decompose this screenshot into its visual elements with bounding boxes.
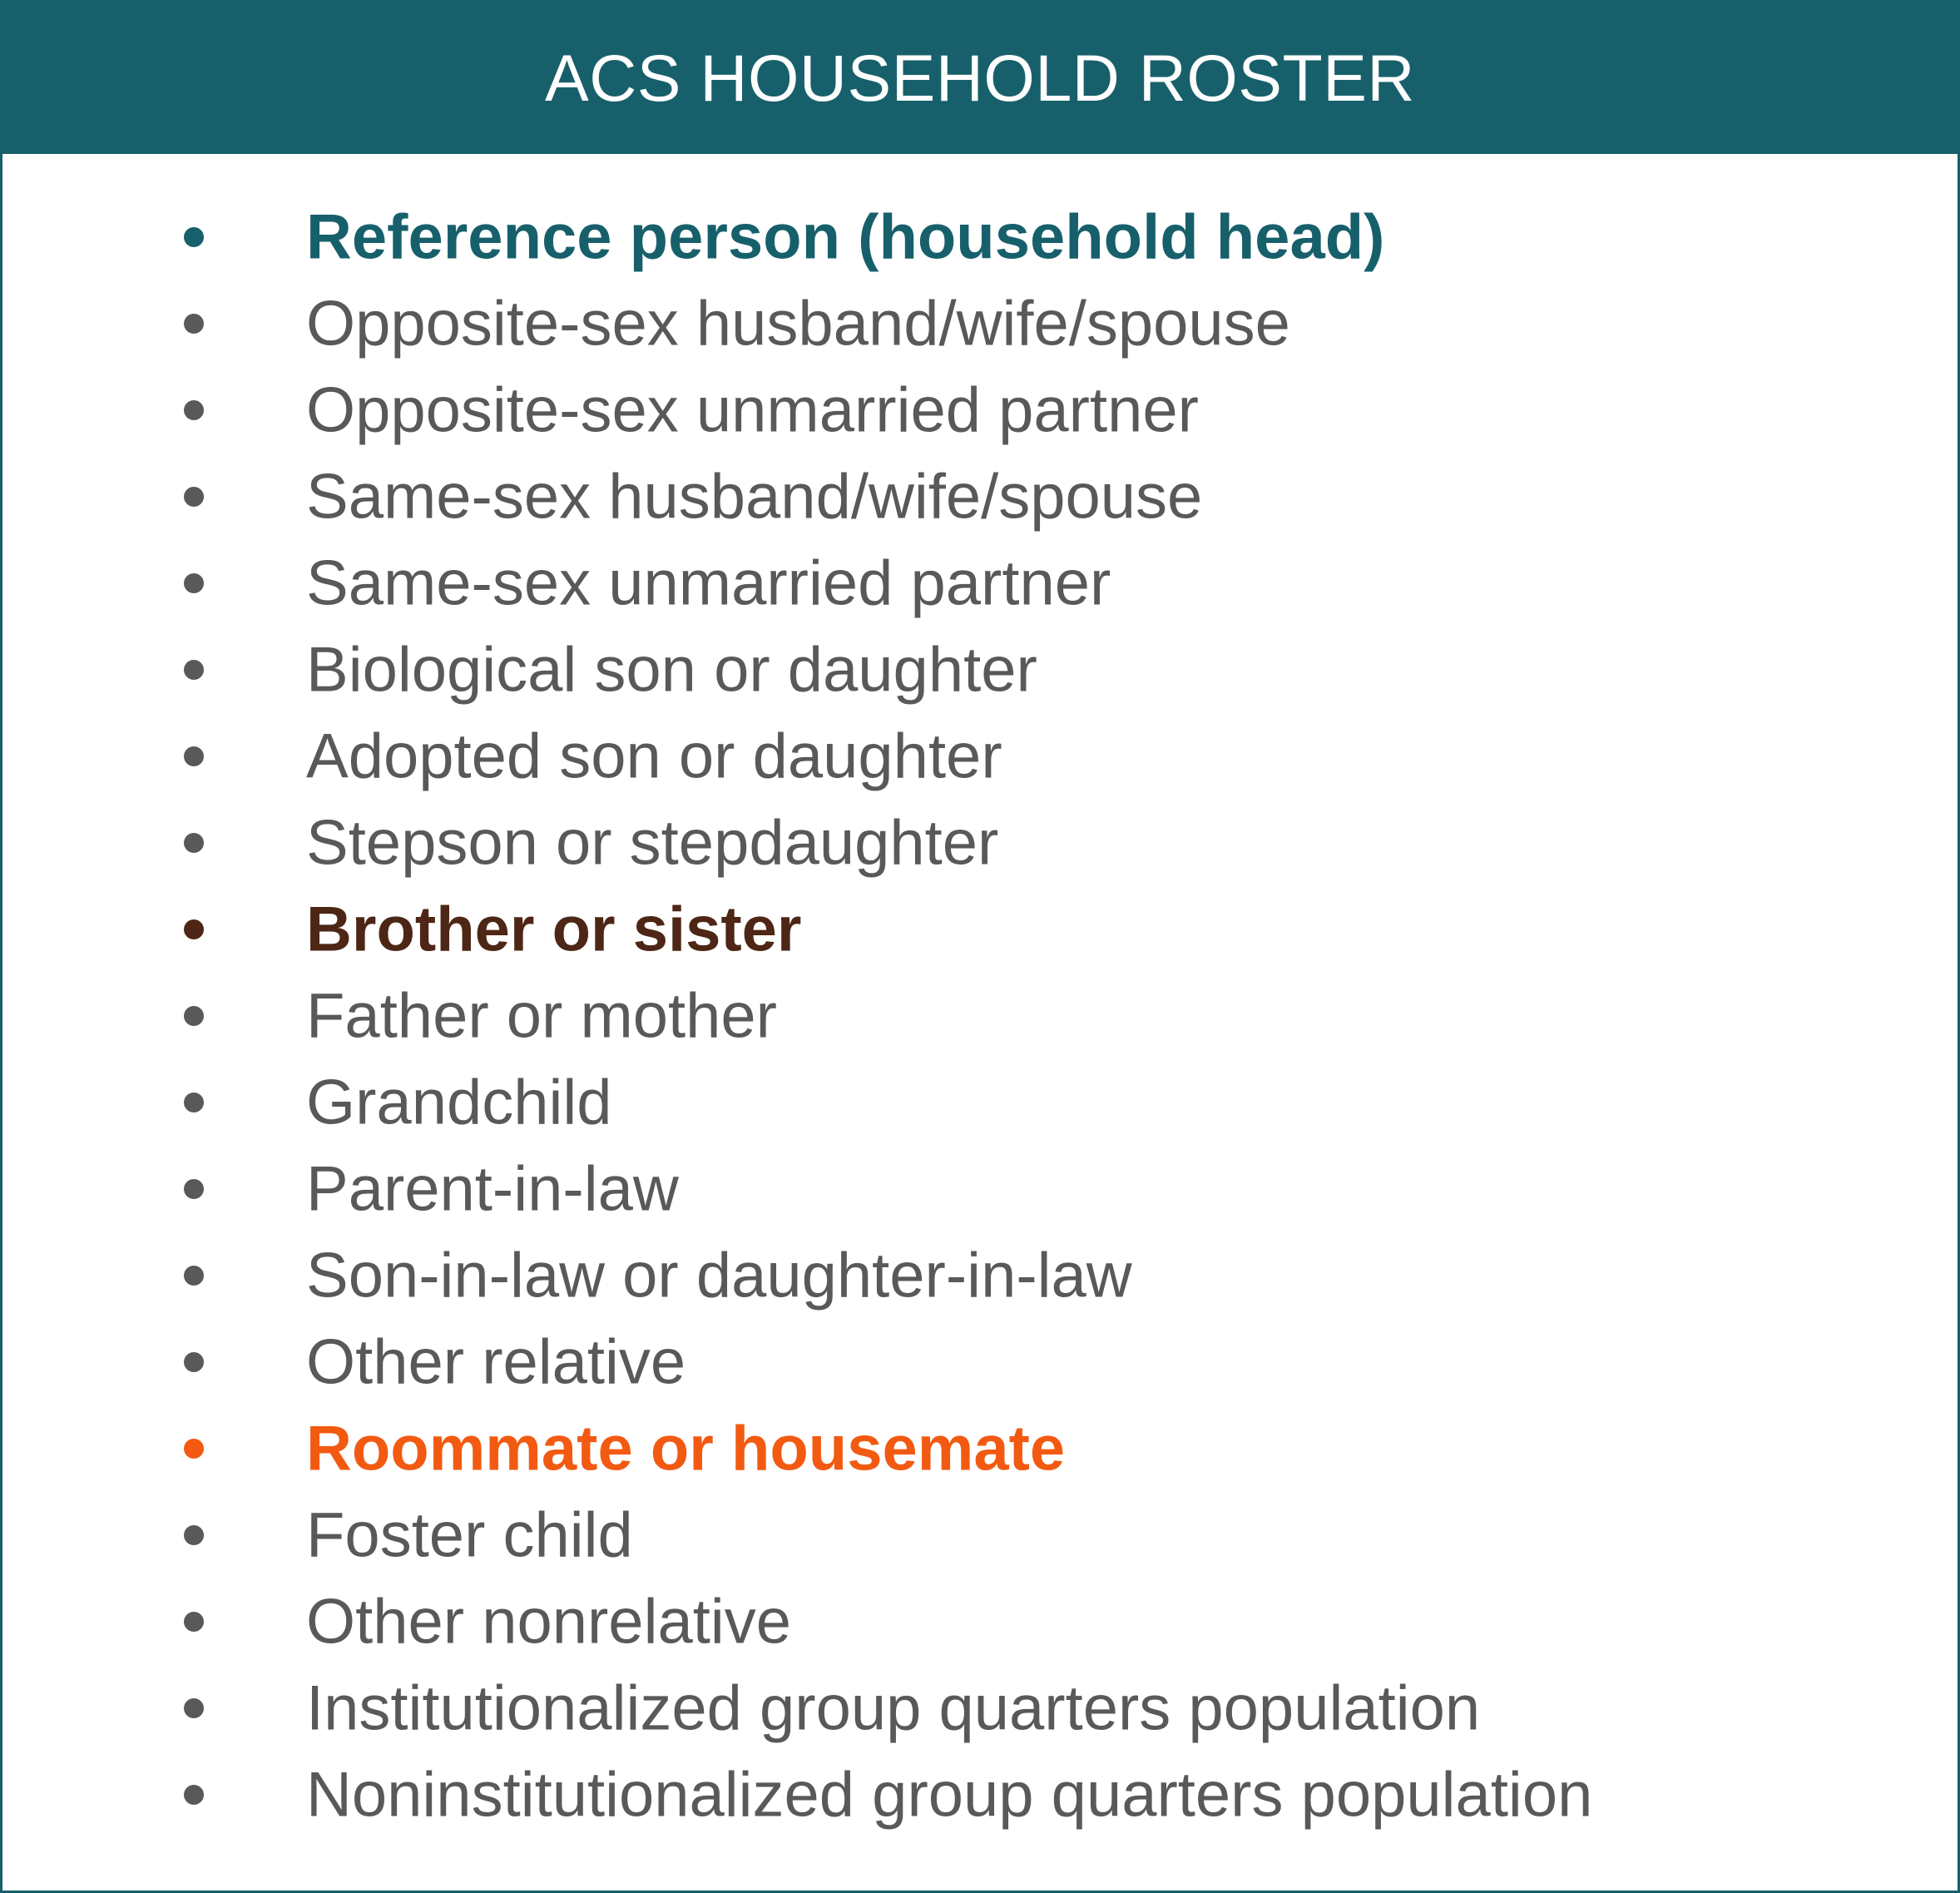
bullet-icon bbox=[184, 400, 204, 420]
roster-list bbox=[2, 194, 1958, 1838]
roster-item-label: Parent-in-law bbox=[306, 1153, 679, 1225]
roster-item bbox=[2, 453, 1958, 540]
roster-item-label: Same-sex unmarried partner bbox=[306, 548, 1111, 619]
bullet-icon bbox=[184, 1179, 204, 1199]
roster-item-label: Stepson or stepdaughter bbox=[306, 807, 999, 879]
bullet-icon bbox=[184, 919, 204, 939]
bullet-icon bbox=[184, 1612, 204, 1632]
roster-item bbox=[2, 1665, 1958, 1752]
roster-item bbox=[2, 367, 1958, 453]
roster-item-label: Grandchild bbox=[306, 1067, 612, 1138]
roster-item-label: Same-sex husband/wife/spouse bbox=[306, 461, 1203, 533]
bullet-icon bbox=[184, 1266, 204, 1286]
roster-item-label: Other nonrelative bbox=[306, 1586, 791, 1658]
roster-item-label: Son-in-law or daughter-in-law bbox=[306, 1240, 1132, 1311]
roster-item bbox=[2, 540, 1958, 627]
roster-item bbox=[2, 973, 1958, 1059]
roster-item-label: Foster child bbox=[306, 1499, 633, 1571]
header-bar bbox=[2, 2, 1958, 154]
page-title: ACS HOUSEHOLD ROSTER bbox=[545, 41, 1415, 115]
bullet-icon bbox=[184, 1525, 204, 1545]
bullet-icon bbox=[184, 314, 204, 334]
bullet-icon bbox=[184, 227, 204, 247]
bullet-icon bbox=[184, 1006, 204, 1026]
roster-item-label: Noninstitutionalized group quarters population bbox=[306, 1759, 1593, 1831]
bullet-icon bbox=[184, 487, 204, 507]
roster-item bbox=[2, 1492, 1958, 1578]
bullet-icon bbox=[184, 1093, 204, 1113]
bullet-icon bbox=[184, 1785, 204, 1805]
roster-item-label: Opposite-sex husband/wife/spouse bbox=[306, 288, 1290, 359]
roster-item bbox=[2, 280, 1958, 367]
roster-item bbox=[2, 1319, 1958, 1405]
bullet-icon bbox=[184, 1352, 204, 1372]
roster-item-label: Roommate or housemate bbox=[306, 1413, 1066, 1484]
roster-item bbox=[2, 1405, 1958, 1492]
roster-item bbox=[2, 1752, 1958, 1838]
roster-item bbox=[2, 1146, 1958, 1232]
roster-item bbox=[2, 1578, 1958, 1665]
roster-item bbox=[2, 194, 1958, 280]
roster-item-label: Reference person (household head) bbox=[306, 201, 1385, 273]
roster-item bbox=[2, 1232, 1958, 1319]
roster-item-label: Adopted son or daughter bbox=[306, 721, 1002, 792]
roster-item-label: Institutionalized group quarters population bbox=[306, 1672, 1481, 1744]
roster-item bbox=[2, 800, 1958, 886]
roster-item bbox=[2, 1059, 1958, 1146]
bullet-icon bbox=[184, 833, 204, 853]
roster-item bbox=[2, 886, 1958, 973]
bullet-icon bbox=[184, 1698, 204, 1718]
roster-item bbox=[2, 627, 1958, 713]
bullet-icon bbox=[184, 573, 204, 593]
roster-item-label: Father or mother bbox=[306, 980, 777, 1052]
roster-item-label: Other relative bbox=[306, 1326, 686, 1398]
roster-item-label: Brother or sister bbox=[306, 894, 802, 965]
roster-item-label: Biological son or daughter bbox=[306, 634, 1037, 706]
roster-item bbox=[2, 713, 1958, 800]
roster-item-label: Opposite-sex unmarried partner bbox=[306, 374, 1199, 446]
bullet-icon bbox=[184, 746, 204, 766]
bullet-icon bbox=[184, 660, 204, 680]
bullet-icon bbox=[184, 1439, 204, 1459]
